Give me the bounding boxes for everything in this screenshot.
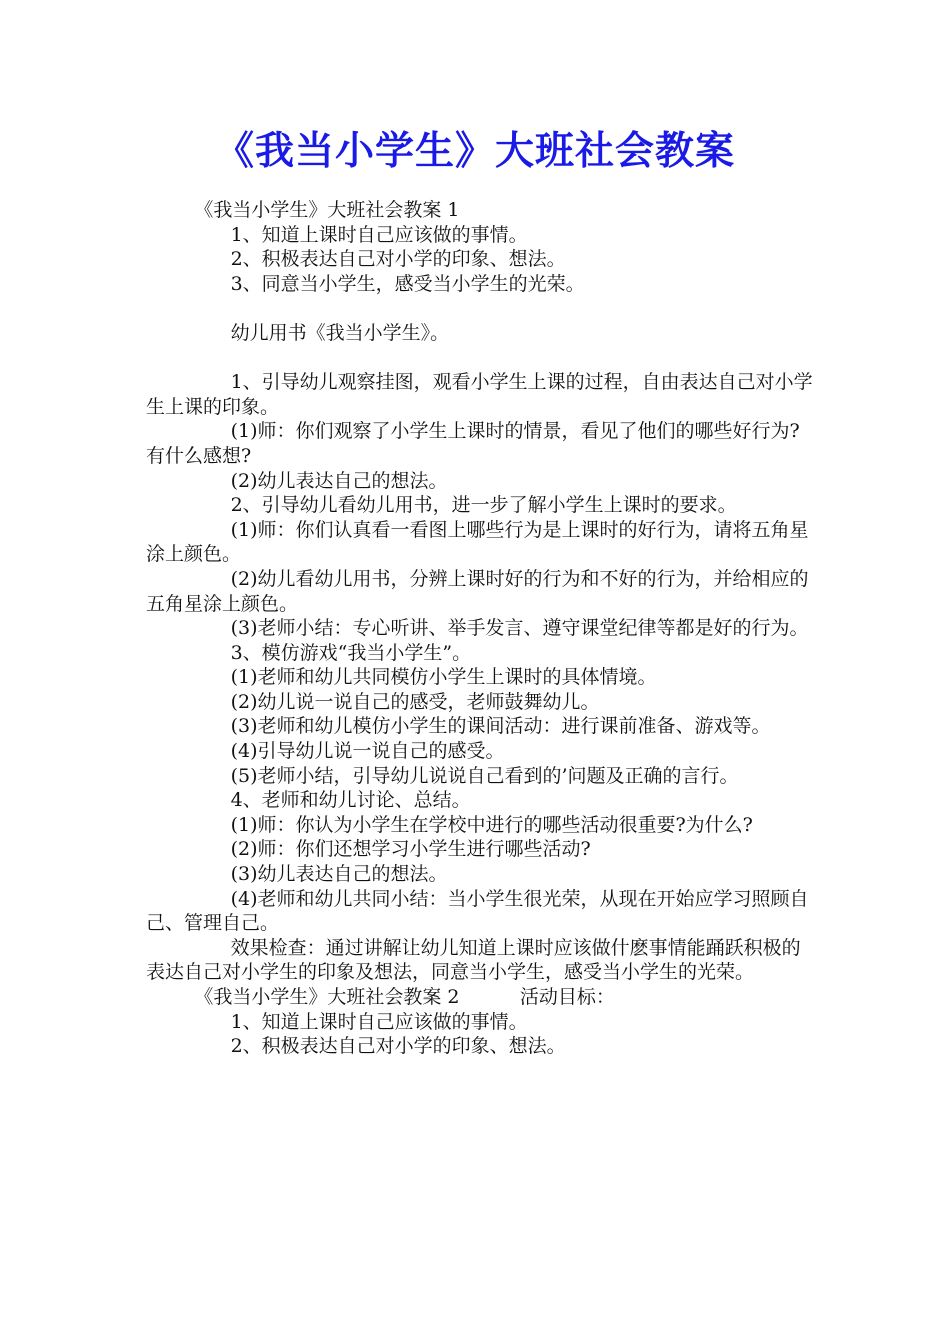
paragraph: 《我当小学生》大班社会教案 1 — [146, 199, 460, 221]
paragraph: 3、模仿游戏“我当小学生”。 — [146, 641, 472, 664]
paragraph: (5)老师小结，引导幼儿说说自己看到的’问题及正确的言行。 — [146, 764, 739, 787]
paragraph: (1)师：你们认真看一看图上哪些行为是上课时的好行为，请将五角星涂上颜色。 — [146, 518, 809, 566]
paragraph: (4)老师和幼儿共同小结：当小学生很光荣，从现在开始应学习照顾自己、管理自己。 — [146, 887, 809, 935]
paragraph: 2、积极表达自己对小学的印象、想法。 — [146, 1035, 566, 1058]
paragraph: (1)老师和幼儿共同模仿小学生上课时的具体情境。 — [146, 666, 657, 689]
paragraph: (2)幼儿说一说自己的感受，老师鼓舞幼儿。 — [146, 690, 600, 713]
paragraph: (3)幼儿表达自己的想法。 — [146, 863, 448, 886]
paragraph: 2、引导幼儿看幼儿用书，进一步了解小学生上课时的要求。 — [146, 494, 737, 517]
paragraph: 1、知道上课时自己应该做的事情。 — [146, 223, 528, 246]
paragraph: (2)师：你们还想学习小学生进行哪些活动? — [146, 838, 591, 861]
paragraph: 4、老师和幼儿讨论、总结。 — [146, 789, 471, 812]
paragraph: 《我当小学生》大班社会教案 2 活动目标： — [146, 986, 615, 1008]
paragraph: 3、同意当小学生，感受当小学生的光荣。 — [146, 272, 585, 295]
paragraph: (2)幼儿表达自己的想法。 — [146, 469, 448, 492]
blank-line — [146, 346, 814, 371]
paragraph: 1、知道上课时自己应该做的事情。 — [146, 1010, 528, 1033]
paragraph: (4)引导幼儿说一说自己的感受。 — [146, 740, 505, 763]
document-title: 《我当小学生》大班社会教案 — [214, 129, 735, 174]
paragraph: 2、积极表达自己对小学的印象、想法。 — [146, 248, 566, 271]
paragraph: (1)师：你认为小学生在学校中进行的哪些活动很重要?为什么? — [146, 813, 753, 836]
paragraph: (1)师：你们观察了小学生上课时的情景，看见了他们的哪些好行为?有什么感想? — [146, 420, 800, 467]
blank-line — [146, 296, 814, 321]
paragraph: 1、引导幼儿观察挂图，观看小学生上课的过程，自由表达自己对小学生上课的印象。 — [146, 371, 813, 418]
paragraph: (3)老师和幼儿模仿小学生的课间活动：进行课前准备、游戏等。 — [146, 715, 771, 738]
paragraph: 效果检查：通过讲解让幼儿知道上课时应该做什麽事情能踊跃积极的表达自己对小学生的印象及想法，同意当小学生，感受当小学生的光荣。 — [146, 936, 801, 984]
paragraph: 幼儿用书《我当小学生》。 — [146, 321, 450, 344]
paragraph: (2)幼儿看幼儿用书，分辨上课时好的行为和不好的行为，并给相应的五角星涂上颜色。 — [146, 567, 809, 615]
paragraph: (3)老师小结：专心听讲、举手发言、遵守课堂纪律等都是好的行为。 — [146, 617, 809, 640]
document-body — [146, 198, 814, 1059]
